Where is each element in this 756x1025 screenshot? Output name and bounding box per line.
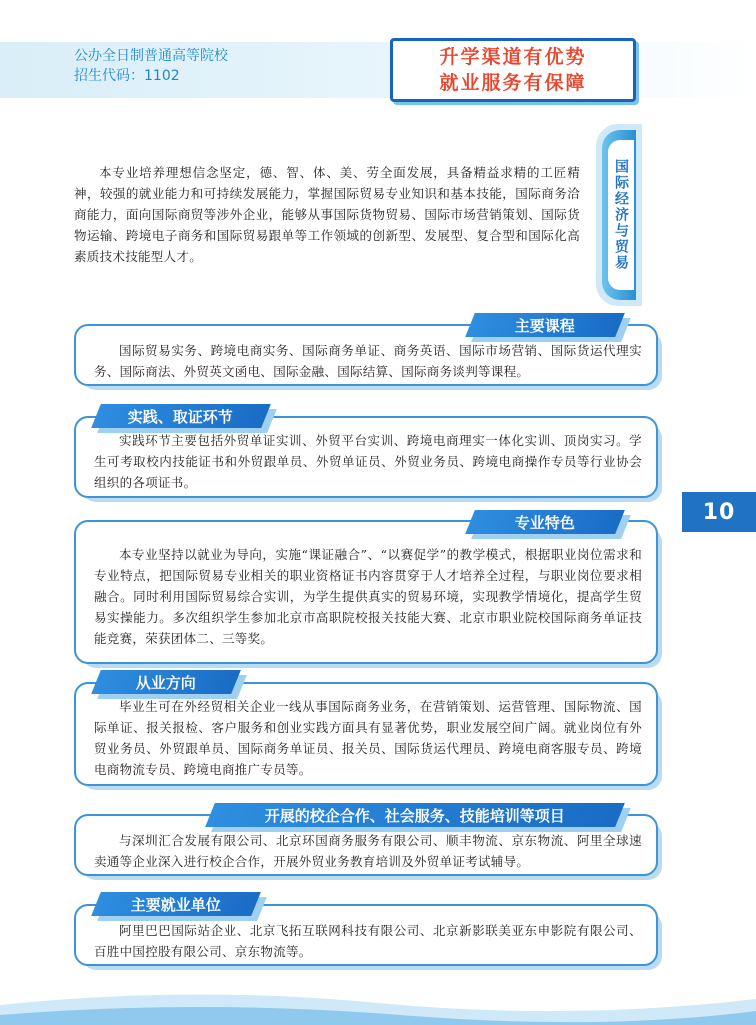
section-title: 主要课程 [465,313,625,337]
slogan-box [390,38,636,102]
section-text: 毕业生可在外经贸相关企业一线从事国际商务业务，在营销策划、运营管理、国际物流、国际单证、报关报检、客户服务和创业实践方面具有显著优势，职业发展空间广阔。就业岗位有外贸业务员、外贸跟单员、国际商务单证员、报关员、国际货运代理员、跨境电商客服专员、跨境电商物流专员、跨境电商推广专员等。 [94,699,642,777]
page-number: 10 [682,492,756,532]
major-tab [602,130,636,300]
section-title: 专业特色 [465,510,625,534]
school-info [74,46,228,86]
slogan-line-2: 就业服务有保障 [439,72,587,94]
section-features [74,520,658,664]
section-text: 与深圳汇合发展有限公司、北京环国商务服务有限公司、顺丰物流、京东物流、阿里全球速卖通等企业深入进行校企合作，开展外贸业务教育培训及外贸单证考试辅导。 [94,833,642,869]
section-text: 国际贸易实务、跨境电商实务、国际商务单证、商务英语、国际市场营销、国际货运代理实务、国际商法、外贸英文函电、国际金融、国际结算、国际商务谈判等课程。 [94,343,642,379]
section-text: 阿里巴巴国际站企业、北京飞拓互联网科技有限公司、北京新影联美亚东申影院有限公司、百胜中国控股有限公司、京东物流等。 [94,923,642,959]
section-title: 从业方向 [91,670,241,694]
section-title: 开展的校企合作、社会服务、技能培训等项目 [205,803,625,827]
major-intro: 本专业培养理想信念坚定，德、智、体、美、劳全面发展，具备精益求精的工匠精神，较强的就业能力和可持续发展能力，掌握国际贸易专业知识和基本技能，国际商务洽商能力，面向国际商贸等涉外企业，能够从事国际货物贸易、国际市场营销策划、国际货物运输、跨境电子商务和国际贸易跟单等工作领域的创新型、发展型、复合型和国际化高素质技术技能型人才。 [74,165,580,264]
school-type: 公办全日制普通高等院校 [74,48,228,64]
enrollment-code: 招生代码：1102 [74,68,180,84]
footer-wave [0,985,756,1025]
section-text: 实践环节主要包括外贸单证实训、外贸平台实训、跨境电商理实一体化实训、顶岗实习。学生可考取校内技能证书和外贸跟单员、外贸单证员、外贸业务员、跨境电商操作专员等行业协会组织的各项证书。 [94,433,642,490]
slogan-line-1: 升学渠道有优势 [439,46,587,68]
section-title: 主要就业单位 [91,892,261,916]
section-text: 本专业坚持以就业为导向，实施“课证融合”、“以赛促学”的教学模式，根据职业岗位需求和专业特点，把国际贸易专业相关的职业资格证书内容贯穿于人才培养全过程，与职业岗位要求相融合。同时利用国际贸易综合实训，为学生提供真实的贸易环境，实现教学情境化，提高学生贸易实操能力。多次组织学生参加北京市高职院校报关技能大赛、北京市职业院校国际商务单证技能竞赛，荣获团体二、三等奖。 [94,547,642,646]
section-title: 实践、取证环节 [91,404,271,428]
major-name: 国际经济与贸易 [613,159,629,271]
